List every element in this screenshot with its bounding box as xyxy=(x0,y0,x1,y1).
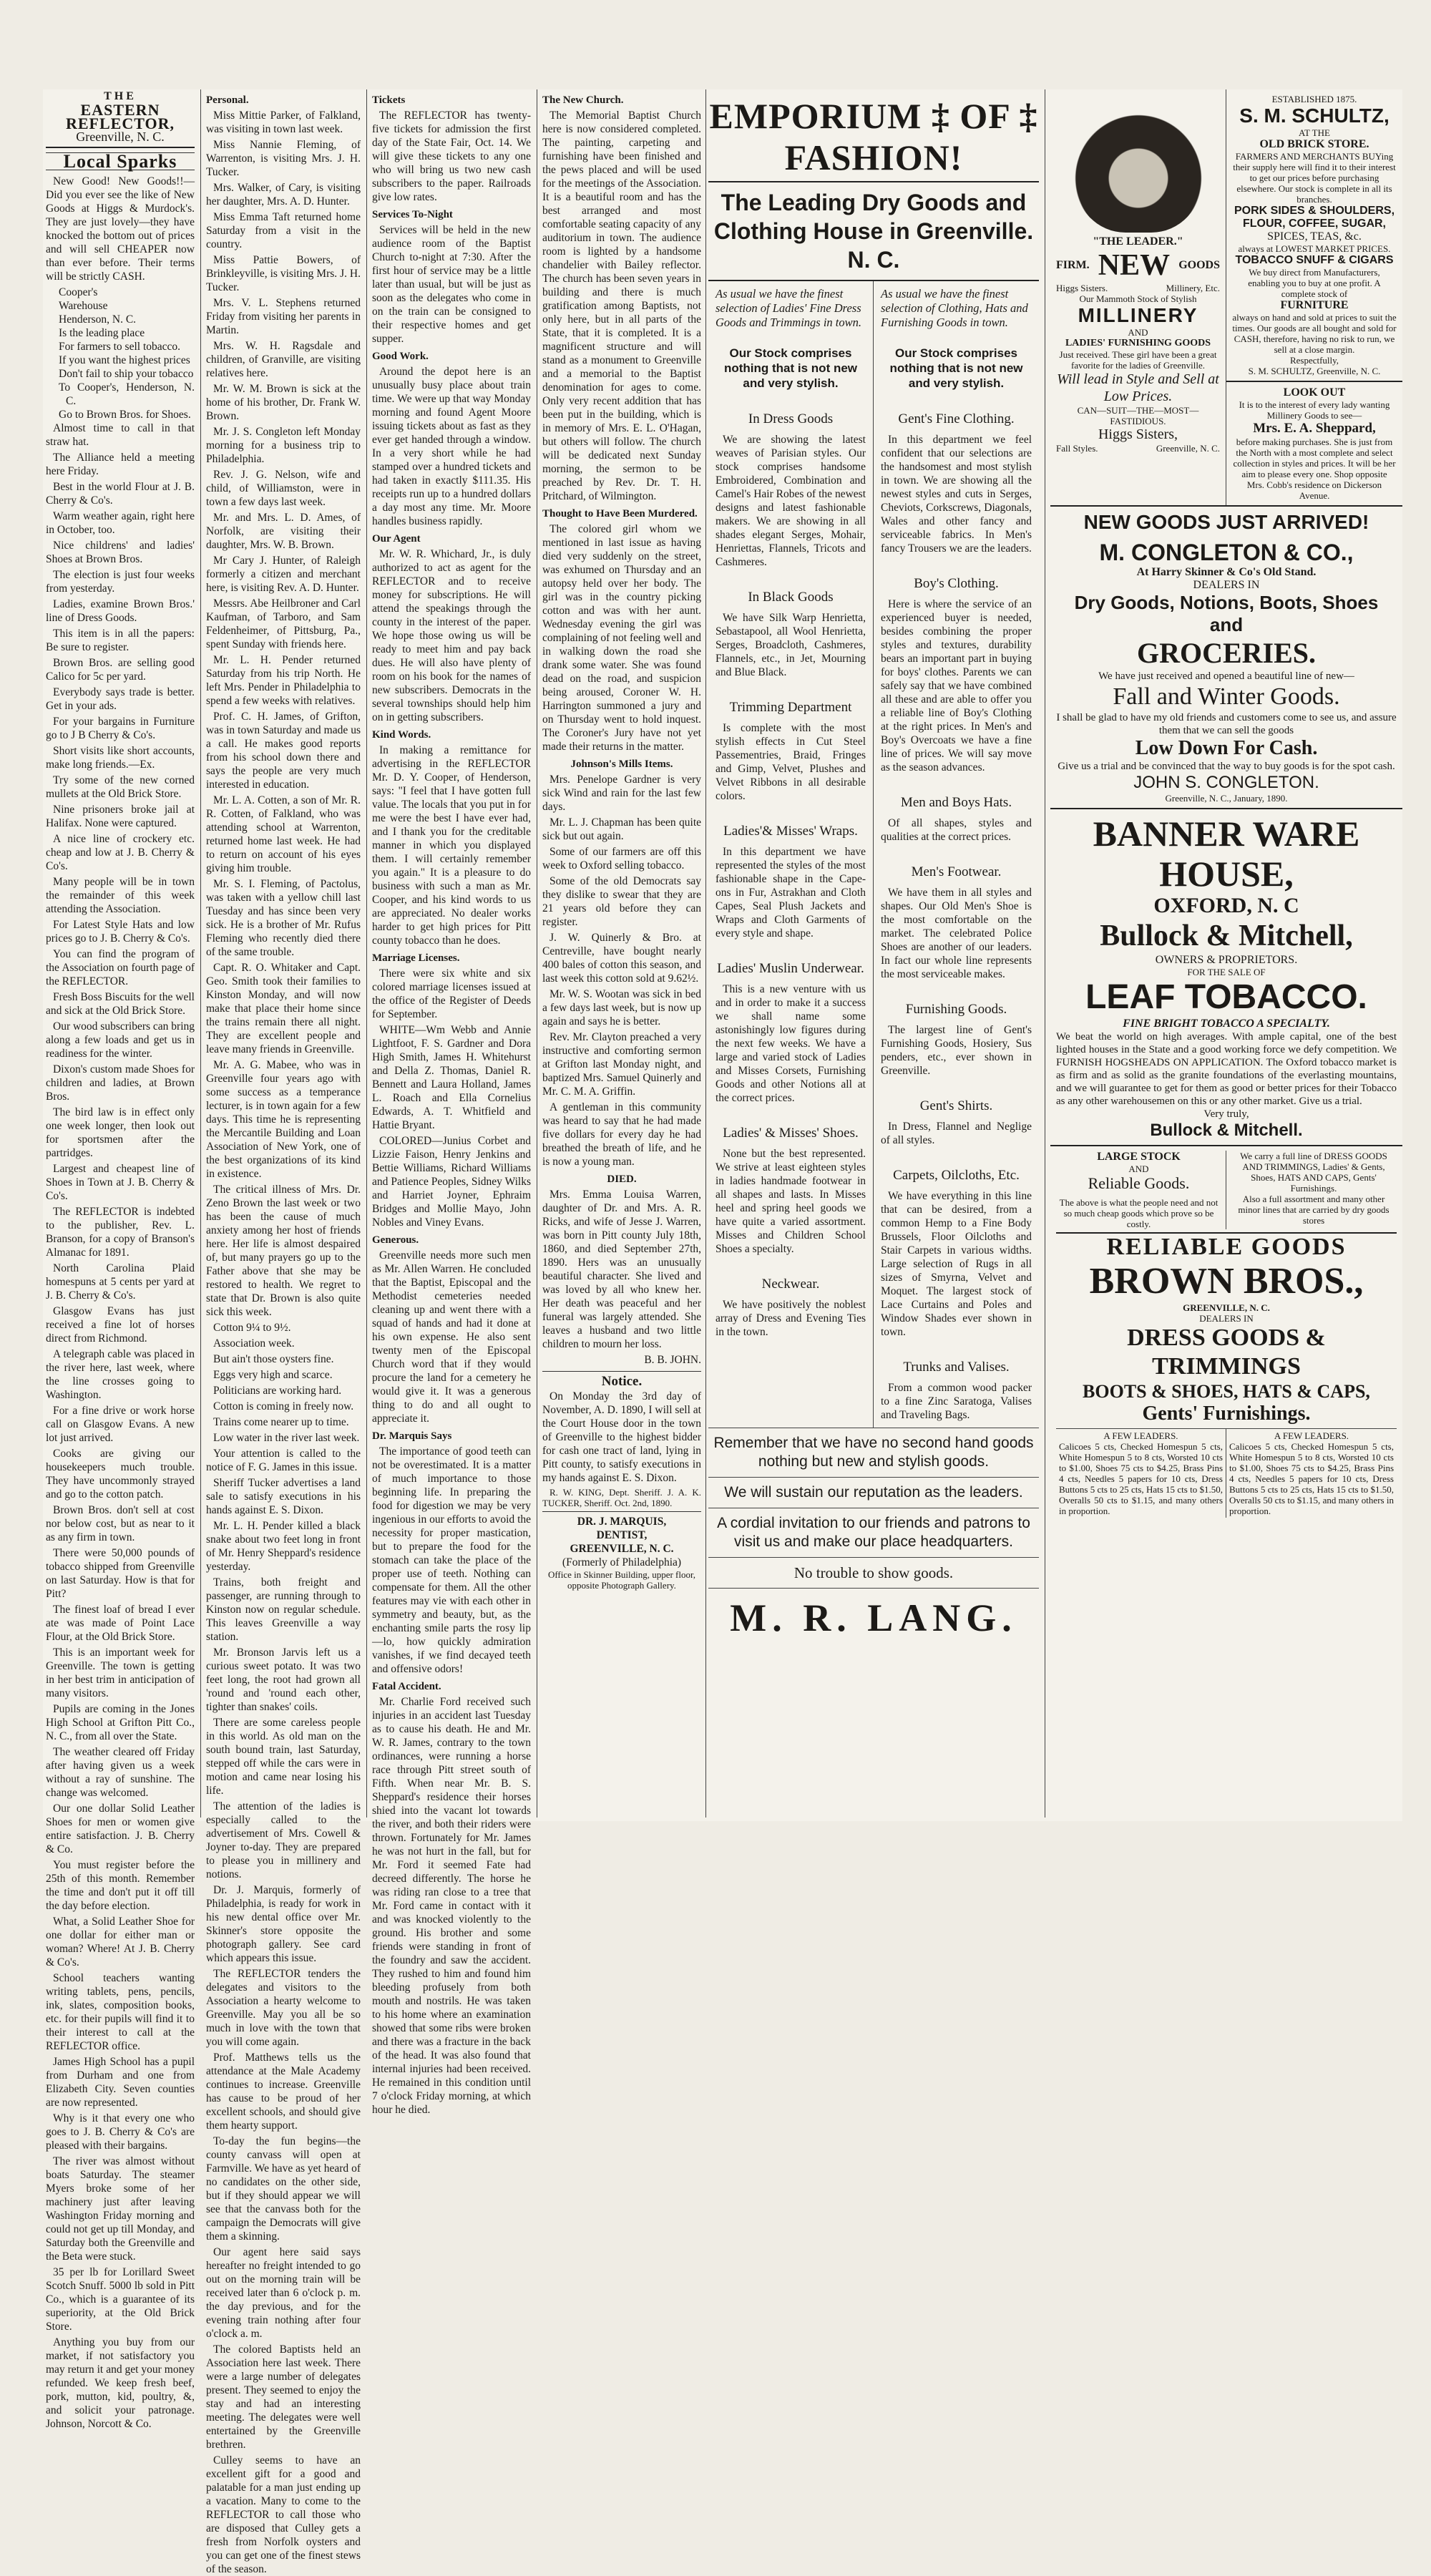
paragraph: Nine prisoners broke jail at Halifax. None were captured. xyxy=(46,804,195,829)
ad-line: FOR THE SALE OF xyxy=(1187,967,1266,977)
paragraph: There were 50,000 pounds of tobacco shipped from Greenville on last Saturday. How is that for Pitt? xyxy=(46,1547,195,1600)
paragraph: The finest loaf of bread I ever ate was made of Point Lace Flour, at the Old Brick Store. xyxy=(46,1604,195,1643)
ad-line: LADIES' FURNISHING GOODS xyxy=(1065,338,1211,348)
emporium-subtitle: The Leading Dry Goods and Clothing House in Greenville. N. C. xyxy=(708,182,1039,281)
ad-line: ESTABLISHED 1875. xyxy=(1271,94,1357,104)
ad-line: SPICES, TEAS, &c. xyxy=(1267,230,1362,243)
intro-text: As usual we have the finest selection of Ladies' Fine Dress Goods and Trimmings in town. xyxy=(716,287,861,329)
ladies-half xyxy=(708,281,874,1428)
paragraph: Try some of the new corned mullets at the Old Brick Store. xyxy=(46,774,195,800)
paragraph: The Memorial Baptist Church here is now considered completed. The painting, carpeting and furnishing have been finished and the pews placed and will be used for the meetings of the Association. It is a beautiful room and has the best arranged and most comfortable seating capacity of any auditorium in town. The audience room is lighted by a handsome chandelier with Bailey reflector. The church has been seven years in building and there is much gratification among Baptists, not only here, but in all parts of the State, that it is completed. It is a magnificent structure and will stand as a monument to Greenville and a memorial to the Baptist denomination for ages to come. Only very recent addition that has been put in the building, which is in memory of Mrs. E. L. O'Hagan, but others will follow. The church will be dedicated next Sunday morning, the sermon to be preached by Rev. Dr. T. H. Pritchard, of Wilmington. xyxy=(542,109,701,502)
ad-line: The above is what the people need and not so much cheap goods which prove so be costly. xyxy=(1059,1197,1218,1229)
paragraph: Our wood subscribers can bring along a few loads and get us in readiness for the winter. xyxy=(46,1020,195,1060)
ad-line: FINE BRIGHT TOBACCO A SPECIALTY. xyxy=(1123,1018,1330,1030)
lang-footer-note: We will sustain our reputation as the leaders. xyxy=(708,1478,1039,1508)
ad-line: LOOK OUT xyxy=(1283,386,1346,399)
list-item: Is the leading place xyxy=(59,327,145,339)
paragraph: Capt. R. O. Whitaker and Capt. Geo. Smith took their families to Kinston Monday, and will now make that place their home since the trains remain there all night. They are excellent people and leave many friends in Greenville. xyxy=(206,962,361,1055)
department-text: From a common wood packer to a fine Zinc Saratoga, Valises and Traveling Bags. xyxy=(881,1382,1032,1421)
signature: B. B. JOHN. xyxy=(644,1354,701,1366)
paragraph: Cotton 9¼ to 9½. xyxy=(213,1322,291,1334)
paragraph: R. W. KING, Dept. Sheriff. J. A. K. TUCKER, Sheriff. Oct. 2nd, 1890. xyxy=(542,1487,701,1508)
ad-line: always at LOWEST MARKET PRICES. xyxy=(1238,243,1391,254)
ad-line: JOHN S. CONGLETON. xyxy=(1133,773,1319,792)
paragraph: On Monday the 3rd day of November, A. D. 1890, I will sell at the Court House door in the town of Greenville to the highest bidder for cash one tract of land, lying in Pitt county, to satisfy executions in my hands against E. S. Dixon. xyxy=(542,1390,701,1484)
paragraph: Brown Bros. are selling good Calico for 5c per yard. xyxy=(46,657,195,683)
ad-line: We carry a full line of DRESS GOODS AND TRIMMINGS, Ladies' & Gents, Shoes, HATS AND CAPS, Gents' Furnishings. xyxy=(1240,1151,1387,1194)
department-heading: Trimming Department xyxy=(729,700,852,715)
department-heading: Men's Footwear. xyxy=(911,864,1002,879)
coopers-ad xyxy=(46,286,195,421)
paragraph: The bird law is in effect only one week longer, then look out for sportsmen after the partridges. xyxy=(46,1106,195,1159)
paragraph: Mrs. Penelope Gardner is very sick Wind and rain for the last few days. xyxy=(542,774,701,813)
ad-line: Higgs Sisters, xyxy=(1098,426,1178,442)
paragraph: COLORED—Junius Corbet and Lizzie Faison, Henry Jenkins and Bettie Williams, Richard Williams and Patience Peoples, Sidney Wilks and Harriet Joyner, Ephraim Bridges and Mollie Mayo, John Nobles and Viney Evans. xyxy=(372,1135,531,1229)
department-text: Is complete with the most stylish effects in Cut Steel Passementries, Braid, Fringes and Gimp, Velvet, Plushes and Velvet Ribbons in all desirable colors. xyxy=(716,722,866,802)
department-heading: Gent's Fine Clothing. xyxy=(898,411,1015,426)
ad-line: Respectfully, xyxy=(1289,355,1339,366)
banner-warehouse-ad xyxy=(1050,809,1402,1146)
paragraph: Mr. S. I. Fleming, of Pactolus, was taken with a yellow chill last Tuesday and has since been very sick. He is a brother of Mr. Rufus Fleming who recently died there of the same trouble. xyxy=(206,878,361,958)
congleton-ad xyxy=(1050,507,1402,809)
paragraph: Everybody says trade is better. Get in your ads. xyxy=(46,686,195,712)
paragraph: In making a remittance for advertising in the REFLECTOR Mr. D. Y. Cooper, of Henderson, says: "I feel that I have gotten full value. The locals that you put in for me were the best I have ever had, and I thank you for the creditable manner in which you displayed them. I will certainly remember you again." It is a pleasure to do business with such a man as Mr. Cooper, and his kind words to us are appreciated. No dealer works harder to get high prices for Pitt county tobacco than he does. xyxy=(372,744,531,947)
ad-line: We have just received and opened a beautiful line of new— xyxy=(1098,670,1354,682)
paragraph: Miss Nannie Fleming, of Warrenton, is visiting Mrs. J. H. Tucker. xyxy=(206,139,361,178)
paragraph: Our agent here said says hereafter no freight intended to go out on the morning train will be received later than 6 o'clock p. m. the day previous, and for the evening train nothing after four o'clock a. m. xyxy=(206,2246,361,2340)
brown-bros-ad xyxy=(1050,1146,1402,1522)
ad-line: M. CONGLETON & CO., xyxy=(1099,540,1354,565)
schultz-ad xyxy=(1226,89,1402,382)
section-heading: Services To-Night xyxy=(372,209,453,220)
masthead-name: EASTERN REFLECTOR, xyxy=(65,101,175,132)
paragraph: For your bargains in Furniture go to J B Cherry & Co's. xyxy=(46,716,195,741)
paragraph: Greenville needs more such men as Mr. Allen Warren. He concluded that the Baptist, Episcopal and the Methodist cemeteries needed cleaning up and went there with a squad of hands and had it done at his own expense. He also sent twenty men of the Episcopal Church word that if they would procure the land for a cemetery he would give it. It was a generous thing to do and all ought to appreciate it. xyxy=(372,1249,531,1425)
paragraph: Nice childrens' and ladies' Shoes at Brown Bros. xyxy=(46,540,195,565)
ad-line: OWNERS & PROPRIETORS. xyxy=(1155,954,1298,966)
ad-line: NEW GOODS JUST ARRIVED! xyxy=(1083,511,1369,533)
ad-line: Greenville, N. C., January, 1890. xyxy=(1165,793,1288,804)
leaders-row xyxy=(1056,1428,1397,1518)
paragraph: Best in the world Flour at J. B. Cherry & Co's. xyxy=(46,481,195,507)
ad-line: AND xyxy=(1128,1163,1149,1174)
card-line: DR. J. MARQUIS, xyxy=(577,1516,667,1528)
card-line: Office in Skinner Building, upper floor, opposite Photograph Gallery. xyxy=(547,1569,696,1591)
paragraph: Some of the old Democrats say they dislike to swear that they are 21 years old before they can register. xyxy=(542,875,701,928)
ad-line: Mrs. E. A. Sheppard, xyxy=(1253,421,1376,436)
ad-line: TOBACCO SNUFF & CIGARS xyxy=(1235,254,1394,266)
department-text: In this department we feel confident that our selections are the handsomest and most stylish in town. We are showing all the newest styles and cuts in Serges, Cheviots, Corkscrews, Diagonals, Wales and other fancy and serviceable fabrics. In Men's fancy Trousers we are the leaders. xyxy=(881,434,1032,555)
ad-line: BROWN BROS., xyxy=(1089,1261,1364,1302)
paragraph: Messrs. Abe Heilbroner and Carl Kaufman, of Tarboro, and Sam Feldenheimer, of Pittsburg, Pa., spent Sunday with friends here. xyxy=(206,597,361,650)
firm-row xyxy=(1056,283,1220,293)
paragraph: Rev. Mr. Clayton preached a very instructive and comforting sermon at Grifton last Monday night, and baptized Mrs. Samuel Quinerly and Mr. C. M. A. Griffin. xyxy=(542,1031,701,1098)
paragraph: Dr. J. Marquis, formerly of Philadelphia, is ready for work in his new dental office over Mr. Skinner's store opposite the photograph gallery. See card which appears this issue. xyxy=(206,1884,361,1964)
section-heading: The New Church. xyxy=(542,94,624,106)
section-heading: Tickets xyxy=(372,94,406,106)
notice-heading: Notice. xyxy=(542,1371,701,1388)
ad-line: Also a full assortment and many other minor lines that are carried by dry goods stores xyxy=(1238,1194,1390,1226)
paragraph: Your attention is called to the notice of F. G. James in this issue. xyxy=(206,1448,361,1473)
paragraph: Trains, both freight and passenger, are running through to Kinston now on regular schedule. This leaves Greenville a way station. xyxy=(206,1576,361,1643)
ad-line: Reliable Goods. xyxy=(1088,1174,1190,1192)
ad-line: We buy direct from Manufacturers, enabling you to buy at one profit. A complete stock of xyxy=(1248,267,1381,299)
paragraph: Sheriff Tucker advertises a land sale to satisfy executions in his hands against E. S. Dixon. xyxy=(206,1477,361,1516)
stock-text: Our Stock comprises nothing that is not new and very stylish. xyxy=(723,346,858,390)
ad-line: BANNER WARE HOUSE, xyxy=(1093,814,1360,894)
ad-line: Greenville, N. C. xyxy=(1156,443,1220,454)
ad-line: DEALERS IN xyxy=(1193,579,1260,591)
paragraph: Mr. L. H. Pender killed a black snake about two feet long in front of Mr. Henry Sheppard's residence yesterday. xyxy=(206,1520,361,1573)
paragraph: Prof. Matthews tells us the attendance at the Male Academy continues to increase. Greenville has cause to be proud of her excellent schools, and should give them hearty support. xyxy=(206,2051,361,2132)
paragraph: Glasgow Evans has just received a fine lot of horses direct from Richmond. xyxy=(46,1305,195,1345)
ad-line: GREENVILLE, N. C. xyxy=(1183,1302,1270,1313)
department-text: The largest line of Gent's Furnishing Goods, Hosiery, Sus penders, etc., ever shown in Greenville. xyxy=(881,1024,1032,1077)
paragraph: New Good! New Goods!!—Did you ever see the like of New Goods at Higgs & Murdock's. They are just lovely—they have knocked the bottom out of prices and will sell CHEAPER now than ever before. Their terms will be strictly CASH. xyxy=(46,175,195,283)
department-text: In Dress, Flannel and Neglige of all styles. xyxy=(881,1121,1032,1146)
ad-line: FLOUR, COFFEE, SUGAR, xyxy=(1243,218,1386,230)
department-text: We have them in all styles and shapes. Our Old Men's Shoe is the most comfortable on the market. The celebrated Police Shoes are another of our leaders. In fact our whole line represents the most serviceable makes. xyxy=(881,887,1032,980)
ad-line: A FEW LEADERS. xyxy=(1274,1430,1349,1441)
intro-text: As usual we have the finest selection of Clothing, Hats and Furnishing Goods in town. xyxy=(881,287,1028,329)
ad-line: MILLINERY xyxy=(1078,304,1198,326)
ad-line: Will lead in Style and Sell at Low Prices. xyxy=(1057,371,1219,404)
paragraph: Eggs very high and scarce. xyxy=(213,1369,333,1381)
paragraph: Mr. W. S. Wootan was sick in bed a few days last week, but is now up again and says he is better. xyxy=(542,988,701,1028)
ad-line: Higgs Sisters. xyxy=(1056,283,1108,293)
ad-line: Millinery, Etc. xyxy=(1166,283,1220,293)
paragraph: Mr. W. M. Brown is sick at the home of his brother, Dr. Frank W. Brown. xyxy=(206,383,361,422)
ad-line: OLD BRICK STORE. xyxy=(1259,138,1369,150)
masthead-place: Greenville, N. C. xyxy=(76,130,165,144)
department-heading: Gent's Shirts. xyxy=(919,1098,993,1113)
department-text: None but the best represented. We strive at least eighteen styles in ladies handmade footwear in all shapes and lasts. In Misses heel and spring heel goods we have quite a varied assortment. Misses and Children School Shoes a specialty. xyxy=(716,1148,866,1255)
ad-line: AND xyxy=(1128,327,1148,338)
column-rule xyxy=(200,89,201,1818)
ad-line: FURNITURE xyxy=(1280,299,1349,311)
paragraph: Mr. and Mrs. L. D. Ames, of Norfolk, are visiting their daughter, Mrs. W. B. Brown. xyxy=(206,512,361,551)
higgs-sisters-ad xyxy=(1050,89,1226,505)
department-heading: Furnishing Goods. xyxy=(905,1002,1007,1017)
paragraph: Ladies, examine Brown Bros.' line of Dress Goods. xyxy=(46,598,195,624)
paragraph: Many people will be in town the remainder of this week attending the Association. xyxy=(46,876,195,915)
department-heading: Ladies' Muslin Underwear. xyxy=(717,961,864,976)
ad-line: We beat the world on high averages. With ample capital, one of the best lighted houses in the State and a good working force we defy competition. We FURNISH HOGSHEADS ON APPLICATION. The Oxford tobacco market is as firm and as solid as the granite foundations of the everlasting mountains, and we will guarantee to get for them as good or better prices for their Tobacco as any other warehousemen on this or any other market. Give us a trial. xyxy=(1056,1031,1397,1107)
paragraph: A telegraph cable was placed in the river here, last week, where the line crosses going to Washington. xyxy=(46,1348,195,1401)
paragraph: To-day the fun begins—the county canvass will open at Farmville. We have as yet heard of no candidates on the other side, but if they should appear we will see that the canvass both for the campaign the Democrats will give them a skinning. xyxy=(206,2135,361,2243)
paragraph: The importance of good teeth can not be overestimated. It is a matter of much importance to those beginning life. In preparing the food for digestion we may be very ingenious in our efforts to avoid the necessity for proper mastication, but to prepare the food for the stomach can take the place of the proper use of teeth. Nothing can compensate for them. All the other features may vie with each other in symmetry and beauty, but, as the enchanting smile parts the rosy lip—lo, how quickly admiration vanishes, if we find decayed teeth and offensive odors! xyxy=(372,1445,531,1675)
ad-line: BOOTS & SHOES, HATS & CAPS, xyxy=(1083,1381,1370,1402)
department-text: Here is where the service of an experienced buyer is needed, besides combining the proper styles and textures, durability bears an important part in buying for boys' clothes. Parents we can safely say that we have combined all these and are able to offer you a reliable line of Boy's Clothing at the right prices. In Men's and Boy's Overcoats we have a fine line of prices. We will say move as the season advances. xyxy=(881,598,1032,774)
department-heading: In Black Goods xyxy=(748,590,834,605)
paragraph: North Carolina Plaid homespuns at 5 cents per yard at J. B. Cherry & Co's. xyxy=(46,1262,195,1302)
lady-portrait-image xyxy=(1074,97,1203,233)
paragraph: Mr. A. G. Mabee, who was in Greenville four years ago with some success as a temperance lecturer, is in town again for a few days. This time he is representing the Mercantile Building and Loan Association of New York, one of the best organizations of its kind in existence. xyxy=(206,1059,361,1180)
paragraph: A gentleman in this community was heard to say that he had made five dollars for every day he had breathed the breath of life, and he is now a young man. xyxy=(542,1101,701,1168)
paragraph: WHITE—Wm Webb and Annie Lightfoot, F. S. Gardner and Dora High Smith, James H. Whitehurst and Della Z. Thomas, Daniel R. Bennett and Laura Holland, James L. Roach and Ella Cornelius Edwards, A. T. Whitfield and Hattie Bryant. xyxy=(372,1024,531,1131)
paragraph: Miss Emma Taft returned home Saturday from a visit in the country. xyxy=(206,211,361,250)
list-item: If you want the highest prices xyxy=(59,354,190,366)
emporium-departments xyxy=(708,281,1039,1428)
paragraph: Fresh Boss Biscuits for the well and sick at the Old Brick Store. xyxy=(46,991,195,1017)
paragraph: Pupils are coming in the Jones High School at Grifton Pitt Co., N. C., from all over the State. xyxy=(46,1703,195,1742)
paragraph: For a fine drive or work horse call on Glasgow Evans. A new lot just arrived. xyxy=(46,1405,195,1444)
ad-line: Fall and Winter Goods. xyxy=(1113,683,1340,710)
ad-line: GOODS xyxy=(1178,259,1220,271)
paragraph: What, a Solid Leather Shoe for one dollar for either man or woman? Where! At J. B. Cherry & Co's. xyxy=(46,1916,195,1968)
section-heading: Our Agent xyxy=(372,533,421,545)
paragraph: Mr. L. H. Pender returned Saturday from his trip North. He left Mrs. Pender in Philadelphia to spend a few weeks with relatives. xyxy=(206,654,361,707)
paragraph: School teachers wanting writing tablets, pens, pencils, ink, slates, composition books, etc. for their pupils will find it to their interest to call at the REFLECTOR office. xyxy=(46,1972,195,2052)
department-heading: Men and Boys Hats. xyxy=(900,795,1012,810)
ad-line: LEAF TOBACCO. xyxy=(1085,978,1367,1016)
paragraph: James High School has a pupil from Durham and one from Elizabeth City. Seven counties are now represented. xyxy=(46,2056,195,2109)
list-item: Don't fail to ship your tobacco xyxy=(59,368,194,380)
ad-line: NEW xyxy=(1098,249,1171,282)
list-item: To Cooper's, Henderson, N. C. xyxy=(59,381,195,407)
department-text: This is a new venture with us and in order to make it a success we shall name some astonishingly low figures during the next few weeks. We have a large and varied stock of Ladies and Misses Corsets, Furnishing Goods and other Notions all at the correct prices. xyxy=(716,983,866,1104)
paragraph: Brown Bros. don't sell at cost nor below cost, but as near to it as any firm in town. xyxy=(46,1504,195,1543)
ad-line: FIRM. xyxy=(1056,259,1090,271)
lang-name: M. R. LANG. xyxy=(730,1596,1017,1639)
department-heading: Boy's Clothing. xyxy=(914,576,999,591)
paragraph: Culley seems to have an excellent gift for a good and palatable for a man just ending up a vacation. Many to come to the REFLECTOR to call those who are disposed that Culley gets a fresh from Norfolk oysters and you can get one of the finest stews of the season. xyxy=(206,2454,361,2575)
department-text: We have Silk Warp Henrietta, Sebastapool, all Wool Henrietta, Serges, Broadcloth, Cashmeres, Flannels, etc., in Jet, Mourning and Blue Black. xyxy=(716,612,866,678)
department-heading: In Dress Goods xyxy=(748,411,834,426)
list-item: Warehouse xyxy=(59,300,108,312)
paragraph: Warm weather again, right here in October, too. xyxy=(46,510,195,536)
section-heading: Generous. xyxy=(372,1234,419,1246)
department-text: We have positively the noblest array of Dress and Evening Ties in the town. xyxy=(716,1299,866,1338)
paragraph: Association week. xyxy=(213,1337,295,1350)
paragraph: There are some careless people in this world. As old man on the south bound train, last Saturday, stepped off while the cars were in motion and came near losing his life. xyxy=(206,1717,361,1797)
paragraph: Mr. L. J. Chapman has been quite sick but out again. xyxy=(542,816,701,842)
paragraph: Rev. J. G. Nelson, wife and child, of Williamston, were in town a few days last week. xyxy=(206,469,361,508)
paragraph: Mrs. Emma Louisa Warren, daughter of Dr. and Mrs. A. R. Ricks, and wife of Jesse J. Warren, was born in Pitt county July 18th, 1860, and died September 27th, 1890. Hers was an unusually beautiful character. She lived and was loved by all who knew her. Her death was peaceful and her funeral was largely attended. She leaves a husband and two little children to mourn her loss. xyxy=(542,1189,701,1350)
brown-top-row xyxy=(1056,1151,1397,1229)
department-text: We have everything in this line that can be desired, from a common Hemp to a Fine Body Brussels, Floor Oilcloths and Stair Carpets in various widths. Large selection of Rugs in all sizes of Smyrna, Velvet and Moquet. The largest stock of Lace Curtains and Poles and Window Shades ever shown in town. xyxy=(881,1190,1032,1338)
paragraph: Mr. Charlie Ford received such injuries in an accident last Tuesday as to cause his death. He and Mr. W. R. James, contrary to the town ordinances, were running a horse race through Pitt street south of Fifth. When near Mr. B. S. Sheppard's residence their horses shied into the vacant lot towards the river, and both their riders were thrown. Fortunately for Mr. James he was not hurt in the fall, but for Mr. Ford it seemed Fate had decreed differently. The horse he was riding ran close to a tree that Mr. Ford came in contact with it and was knocked violently to the ground. His brother and some friends were standing in front of the foundry and saw the accident. They rushed to him and found him bleeding profusely from both mouth and nostrils. He was taken to his home where an examination showed that some ribs were broken and there was a fracture in the back of the head. It was also found that internal injuries had been received. He remained in this condition until 7 o'clock Friday morning, at which hour he died. xyxy=(372,1696,531,2116)
brown-left xyxy=(1056,1151,1226,1229)
section-heading: Marriage Licenses. xyxy=(372,952,460,964)
ad-line: before making purchases. She is just from the North with a most complete and select collection in styles and prices. It will be her aim to please every one. Shop opposite Mrs. Cobb's residence on Dickerson Avenue. xyxy=(1233,436,1396,501)
list-item: For farmers to sell tobacco. xyxy=(59,341,181,353)
ad-line: FARMERS AND MERCHANTS BUYing their supply here will find it to their interest to get our prices before purchasing elsewhere. Our stock is complete in all its branches. xyxy=(1233,151,1396,205)
paragraph: This is an important week for Greenville. The town is getting in her best trim in anticipation of many visitors. xyxy=(46,1646,195,1699)
column-church xyxy=(542,89,701,1818)
paragraph: Low water in the river last week. xyxy=(213,1432,360,1444)
paragraph: Mr. J. S. Congleton left Monday morning for a business trip to Philadelphia. xyxy=(206,426,361,465)
paragraph: 35 per lb for Lorillard Sweet Scotch Snuff. 5000 lb sold in Pitt Co., which is a guarantee of its superiority, at the Old Brick Store. xyxy=(46,2266,195,2333)
local-sparks-heading: Local Sparks xyxy=(46,152,195,170)
ad-line: CAN—SUIT—THE—MOST—FASTIDIOUS. xyxy=(1077,405,1199,426)
ads-column xyxy=(1050,89,1402,1818)
paragraph: Anything you buy from our market, if not satisfactory you may return it and get your money refunded. We keep fresh beef, pork, mutton, kid, poultry, &, and solicit your patronage. Johnson, Norcott & Co. xyxy=(46,2336,195,2430)
column-local-sparks xyxy=(46,89,195,2430)
paragraph: You must register before the 25th of this month. Remember the time and don't put it off till the day before election. xyxy=(46,1859,195,1912)
ad-line: DRESS GOODS & TRIMMINGS xyxy=(1127,1324,1326,1380)
list-item: Go to Brown Bros. for Shoes. xyxy=(59,409,191,421)
section-heading: Johnson's Mills Items. xyxy=(570,758,673,770)
paragraph: Mr. Bronson Jarvis left us a curious sweet potato. It was two feet long, the root had grown all 'round and 'round each other, tighter than snakes' coils. xyxy=(206,1646,361,1713)
department-text: Of all shapes, styles and qualities at the correct prices. xyxy=(881,817,1032,843)
paragraph: The REFLECTOR is indebted to the publisher, Rev. L. Branson, for a copy of Branson's Almanac for 1891. xyxy=(46,1206,195,1259)
paragraph: Almost time to call in that straw hat. xyxy=(46,422,195,448)
ad-line: At Harry Skinner & Co's Old Stand. xyxy=(1136,566,1317,578)
ad-line: A FEW LEADERS. xyxy=(1103,1430,1178,1441)
ad-line: Calicoes 5 cts, Checked Homespun 5 cts, White Homespun 5 to 8 cts, Worsted 10 cts to $1.00, Shoes 75 cts to $4.25, Brass Pins 4 cts, Needles 5 papers for 10 cts, Dress Buttons 5 cts to 25 cts, Hats 15 cts to $1.50, Overalls 50 cts to $1.15, and many others in proportion. xyxy=(1229,1441,1394,1516)
ad-line: AT THE xyxy=(1299,127,1330,138)
ad-line: Calicoes 5 cts, Checked Homespun 5 cts, White Homespun 5 to 8 cts, Worsted 10 cts to $1.00, Shoes 75 cts to $4.25, Brass Pins 4 cts, Needles 5 papers for 10 cts, Dress Buttons 5 cts to 25 cts, Hats 15 cts to $1.50, Overalls 50 cts to $1.15, and many others in proportion. xyxy=(1059,1441,1223,1516)
paragraph: There were six white and six colored marriage licenses issued at the office of the Register of Deeds for September. xyxy=(372,967,531,1020)
paragraph: Politicians are working hard. xyxy=(213,1385,342,1397)
paragraph: The REFLECTOR has twenty-five tickets for admission the first day of the State Fair, Oct. 14. We will give these tickets to any one who will bring us two new cash subscribers to the paper. Railroads give low rates. xyxy=(372,109,531,203)
ad-line: Give us a trial and be convinced that the way to buy goods is for the spot cash. xyxy=(1058,761,1395,772)
paragraph: Dixon's custom made Shoes for children and ladies, at Brown Bros. xyxy=(46,1063,195,1103)
firm-row xyxy=(1056,443,1220,454)
ad-line: S. M. SCHULTZ, Greenville, N. C. xyxy=(1248,366,1381,376)
paragraph: Mr. L. A. Cotten, a son of Mr. R. R. Cotten, of Falkland, who was attending school at Warrenton, returned home last week. He had to return on account of his eyes giving him trouble. xyxy=(206,794,361,874)
paragraph: The critical illness of Mrs. Dr. Zeno Brown the last week or two has been the cause of much anxiety among her host of friends here. Her life is almost despaired of, but many prayers go up to the Father above that she may be restored to health. We regret to state that Dr. Brown is also quite sick this week. xyxy=(206,1184,361,1318)
section-heading: Fatal Accident. xyxy=(372,1681,441,1692)
paragraph: You can find the program of the Association on fourth page of the REFLECTOR. xyxy=(46,948,195,987)
paragraph: Cotton is coming in freely now. xyxy=(213,1400,354,1413)
paragraph: The river was almost without boats Saturday. The steamer Myers broke some of her machinery just after leaving Washington Friday morning and could not get up till Monday, and Saturday both the Greenville and the Beta were stuck. xyxy=(46,2155,195,2263)
paragraph: Our one dollar Solid Leather Shoes for men or women give entire satisfaction. J. B. Cherry & Co. xyxy=(46,1802,195,1855)
section-heading: Thought to Have Been Murdered. xyxy=(542,508,698,519)
lang-footer-note: No trouble to show goods. xyxy=(708,1558,1039,1589)
ad-line: Dry Goods, Notions, Boots, Shoes and xyxy=(1074,592,1379,635)
paragraph: But ain't those oysters fine. xyxy=(213,1353,334,1365)
paragraph: Around the depot here is an unusually busy place about train time. We were up that way Monday morning and found Agent Moore issuing tickets about as fast as they ever get handed through a window. In a very short while he had stamped over a hundred tickets and had taken in exactly $111.35. His receipts run up to a hundred dollars a day most any time. Mr. Moore handles business rapidly. xyxy=(372,366,531,527)
ad-line: Gents' Furnishings. xyxy=(1142,1402,1311,1425)
firm-row xyxy=(1056,248,1220,283)
paragraph: Short visits like short accounts, make long friends.—Ex. xyxy=(46,745,195,771)
paragraph: Why is it that every one who goes to J. B. Cherry & Co's are pleased with their bargains. xyxy=(46,2112,195,2152)
paragraph: Trains come nearer up to time. xyxy=(213,1416,349,1428)
gents-half xyxy=(874,281,1039,1428)
leaders-left xyxy=(1056,1429,1226,1518)
card-line: GREENVILLE, N. C. xyxy=(570,1543,674,1555)
paragraph: For Latest Style Hats and low prices go to J. B. Cherry & Co's. xyxy=(46,919,195,945)
department-heading: Trunks and Valises. xyxy=(903,1360,1010,1375)
right-ad-stack xyxy=(1226,89,1402,505)
ad-line: PORK SIDES & SHOULDERS, xyxy=(1234,205,1395,217)
ad-line: Just received. These girl have been a great favorite for the ladies of Greenville. xyxy=(1059,349,1217,371)
paragraph: Cooks are giving our housekeepers much trouble. They have uncommonly strayed and go to the cotton patch. xyxy=(46,1448,195,1501)
column-personal xyxy=(206,89,361,2575)
ad-line: S. M. SCHULTZ, xyxy=(1239,104,1390,127)
ad-line: LARGE STOCK xyxy=(1097,1151,1181,1163)
section-heading: Personal. xyxy=(206,94,249,106)
paragraph: The Alliance held a meeting here Friday. xyxy=(46,452,195,477)
ad-line: I shall be glad to have my old friends and customers come to see us, and assure them that we can sell the goods xyxy=(1056,712,1397,736)
paragraph: Mrs. W. H. Ragsdale and children, of Granville, are visiting relatives here. xyxy=(206,340,361,379)
paragraph: Miss Mittie Parker, of Falkland, was visiting in town last week. xyxy=(206,109,361,135)
ad-line: Bullock & Mitchell, xyxy=(1100,919,1353,952)
paragraph: Mrs. Walker, of Cary, is visiting her daughter, Mrs. A. D. Hunter. xyxy=(206,182,361,208)
card-line: DENTIST, xyxy=(596,1529,648,1541)
dentist-card xyxy=(542,1511,701,1591)
section-heading: DIED. xyxy=(607,1174,637,1185)
department-heading: Ladies'& Misses' Wraps. xyxy=(723,824,858,839)
column-rule xyxy=(366,89,367,1818)
column-news xyxy=(372,89,531,2116)
department-text: In this department we have represented the styles of the most fashionable shape in the Cape-ons in Fur, Astrakhan and Cloth Capes, Seal Plush Jackets and Wraps and Cloth Garments of every style and shape. xyxy=(716,846,866,940)
lang-advertisement xyxy=(708,89,1039,1818)
ad-line: DEALERS IN xyxy=(1199,1313,1254,1324)
department-heading: Carpets, Oilcloths, Etc. xyxy=(893,1168,1020,1183)
ad-line: Very truly, xyxy=(1203,1108,1249,1120)
section-heading: Good Work. xyxy=(372,351,429,362)
paragraph: Mr Cary J. Hunter, of Raleigh formerly a citizen and merchant here, is visiting Rev. A. D. Hunter. xyxy=(206,555,361,594)
paragraph: Prof. C. H. James, of Grifton, was in town Saturday and made us a call. He makes good reports from his school down there and says the people are very much interested in education. xyxy=(206,711,361,791)
paragraph: The weather cleared off Friday after having given us a week without a ray of sunshine. The change was welcomed. xyxy=(46,1746,195,1799)
paragraph: The colored Baptists held an Association here last week. There were a large number of delegates present. They seemed to enjoy the stay and had an interesting meeting. The delegates were well entertained by the Greenville brethren. xyxy=(206,2343,361,2451)
masthead-the: THE xyxy=(104,90,137,102)
lang-footer-note: Remember that we have no second hand goods nothing but new and stylish goods. xyxy=(708,1428,1039,1478)
paragraph: Some of our farmers are off this week to Oxford selling tobacco. xyxy=(542,846,701,872)
masthead xyxy=(46,89,195,148)
paragraph: Services will be held in the new audience room of the Baptist Church to-night at 7:30. After the first hour of service may be a little later than usual, but will be just as soon as the delegates who come in on the train can be consigned to their respective homes and get supper. xyxy=(372,224,531,345)
ad-line: Bullock & Mitchell. xyxy=(1150,1121,1303,1140)
ad-line: Our Mammoth Stock of Stylish xyxy=(1079,293,1197,304)
department-heading: Ladies' & Misses' Shoes. xyxy=(723,1126,859,1141)
ad-line: It is to the interest of every lady wanting Millinery Goods to see— xyxy=(1239,399,1390,421)
column-rule xyxy=(705,89,706,1818)
paragraph: The election is just four weeks from yesterday. xyxy=(46,569,195,595)
ad-line: always on hand and sold at prices to suit the times. Our goods are all bought and sold for CASH, therefore, having no risk to run, we sell at a close margin. xyxy=(1232,312,1397,355)
paragraph: Largest and cheapest line of Shoes in Town at J. B. Cherry & Co's. xyxy=(46,1163,195,1202)
department-text: We are showing the latest weaves of Parisian styles. Our stock comprises handsome Embroidered, Combination and Camel's Hair Robes of the newest designs and latest fashionable makers. We are showing in all shades elegant Serges, Mohair, Henriettas, Flannels, Tricots and Cashmeres. xyxy=(716,434,866,568)
paragraph: The colored girl whom we mentioned in last issue as having died very suddenly on the street, was exhumed on Thursday and an autopsy held over her body. The girl was in the country picking cotton and was with her aunt. Wednesday evening the girl was complaining of not feeling well and in walking down the road she drank some water. She was found dead on the road, and suspicion being aroused, Coroner W. H. Harrington summoned a jury and on Thursday went to hold inquest. The Coroner's Jury have not yet made their returns in the matter. xyxy=(542,523,701,753)
paragraph: The attention of the ladies is especially called to the advertisement of Mrs. Cowell & Joyner to-day. They are prepared to please you in millinery and notions. xyxy=(206,1800,361,1880)
paragraph: Miss Pattie Bowers, of Brinkleyville, is visiting Mrs. J. H. Tucker. xyxy=(206,254,361,293)
card-line: (Formerly of Philadelphia) xyxy=(562,1556,682,1568)
sheppard-ad xyxy=(1226,382,1402,505)
ad-line: Low Down For Cash. xyxy=(1135,737,1318,759)
paragraph: Mrs. V. L. Stephens returned Friday from visiting her parents in Martin. xyxy=(206,297,361,336)
paragraph: A nice line of crockery etc. cheap and low at J. B. Cherry & Co's. xyxy=(46,833,195,872)
brown-right xyxy=(1226,1151,1397,1229)
ad-line: RELIABLE GOODS xyxy=(1056,1232,1397,1261)
list-item: Cooper's xyxy=(59,286,98,298)
paragraph: J. W. Quinerly & Bro. at Centreville, have bought nearly 400 bales of cotton this season, and last week this cotton sold at 9.62½. xyxy=(542,932,701,985)
leaders-right xyxy=(1226,1429,1397,1518)
ad-line: GROCERIES. xyxy=(1136,637,1317,669)
ad-line: OXFORD, N. C xyxy=(1153,894,1299,917)
ad-line: "THE LEADER." xyxy=(1093,235,1183,248)
paragraph: The REFLECTOR tenders the delegates and visitors to the Association a hearty welcome to Greenville. May you all be so much in love with the town that you will come again. xyxy=(206,1968,361,2048)
section-heading: Dr. Marquis Says xyxy=(372,1430,452,1442)
top-ads-row xyxy=(1050,89,1402,507)
department-heading: Neckwear. xyxy=(761,1277,820,1292)
ad-line: Fall Styles. xyxy=(1056,443,1098,454)
paragraph: This item is in all the papers: Be sure to register. xyxy=(46,628,195,653)
lang-footer-note: A cordial invitation to our friends and patrons to visit us and make our place headquarters. xyxy=(708,1508,1039,1558)
emporium-title: EMPORIUM ‡ OF ‡ FASHION! xyxy=(708,89,1039,182)
section-heading: Kind Words. xyxy=(372,729,431,741)
stock-text: Our Stock comprises nothing that is not new and very stylish. xyxy=(889,346,1023,390)
paragraph: Mr. W. R. Whichard, Jr., is duly authorized to act as agent for the REFLECTOR and to receive money for subscriptions. He will attend the speakings through the county in the interest of the paper. We hope those owing us will be ready to meet him and pay back dues. He will also have plenty of room on his book for the names of new subscribers. Democrats in the several townships should help him on in getting subscribers. xyxy=(372,548,531,723)
list-item: Henderson, N. C. xyxy=(59,313,137,326)
